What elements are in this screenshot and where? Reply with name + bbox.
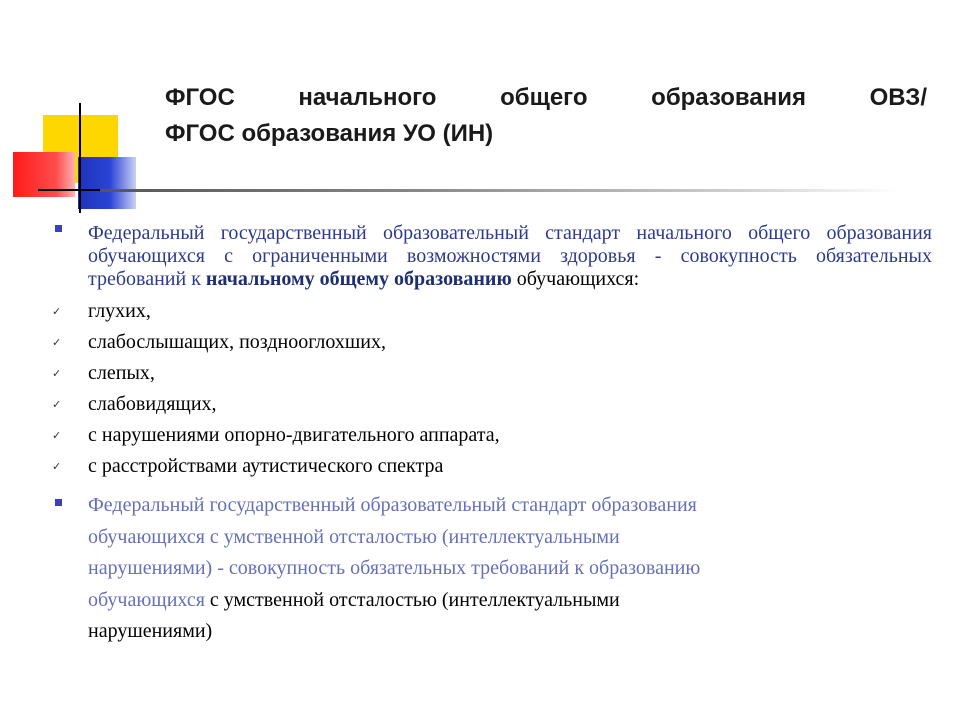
checkmark-icon: ✓ bbox=[52, 368, 62, 380]
list-item bbox=[52, 389, 932, 420]
list-item bbox=[52, 296, 932, 327]
list-item-label: слепых, bbox=[88, 362, 155, 384]
paragraph-2-line-5: нарушениями) bbox=[88, 620, 213, 642]
list-item-label: слабослышащих, позднооглохших, bbox=[88, 331, 386, 353]
list-item bbox=[52, 420, 932, 451]
title-line-1: ФГОС начального общего образования ОВЗ/ bbox=[165, 84, 927, 111]
checkmark-icon: ✓ bbox=[52, 461, 62, 473]
list-item-label: слабовидящих, bbox=[88, 393, 217, 415]
paragraph-2-line-4-dark: с умственной отсталостью (интеллектуальными bbox=[204, 588, 620, 611]
paragraph-2-line-4-light: обучающихся bbox=[88, 588, 205, 611]
checkmark-icon: ✓ bbox=[52, 306, 62, 318]
vertical-line bbox=[79, 103, 81, 213]
list-item bbox=[52, 451, 932, 482]
paragraph-1-bold: начальному общему образованию bbox=[205, 268, 512, 290]
paragraph-2-line-2: обучающихся с умственной отсталостью (интеллектуальными bbox=[88, 525, 620, 548]
list-item-label: глухих, bbox=[88, 300, 151, 322]
paragraph-1-text: Федеральный государственный образовательный стандарт начального общего образования обучающихся с ограниченными возможностями здоровья - совокупность обязательных требований к bbox=[88, 222, 932, 290]
checkmark-icon: ✓ bbox=[52, 430, 62, 442]
checkmark-icon: ✓ bbox=[52, 337, 62, 349]
list-item-label: с расстройствами аутистического спектра bbox=[88, 455, 444, 477]
title-underline bbox=[100, 189, 900, 192]
list-item-label: с нарушениями опорно-двигательного аппарата, bbox=[88, 424, 500, 446]
paragraph-2 bbox=[52, 490, 932, 648]
square-bullet-icon bbox=[55, 499, 62, 506]
paragraph-2-line-3: нарушениями) - совокупность обязательных требований к образованию bbox=[88, 557, 701, 579]
blue-square bbox=[78, 157, 136, 209]
title-line-2: ФГОС образования УО (ИН) bbox=[165, 120, 494, 147]
checklist bbox=[52, 296, 932, 482]
list-item bbox=[52, 327, 932, 358]
paragraph-2-line-1: Федеральный государственный образовательный стандарт образования bbox=[88, 494, 697, 516]
slide-content bbox=[52, 222, 932, 648]
paragraph-1-tail: обучающихся: bbox=[511, 268, 640, 290]
square-bullet-icon bbox=[55, 225, 62, 232]
list-item bbox=[52, 358, 932, 389]
checkmark-icon: ✓ bbox=[52, 399, 62, 411]
slide-title bbox=[165, 80, 927, 152]
decorative-squares bbox=[0, 0, 140, 220]
paragraph-1 bbox=[52, 222, 932, 291]
